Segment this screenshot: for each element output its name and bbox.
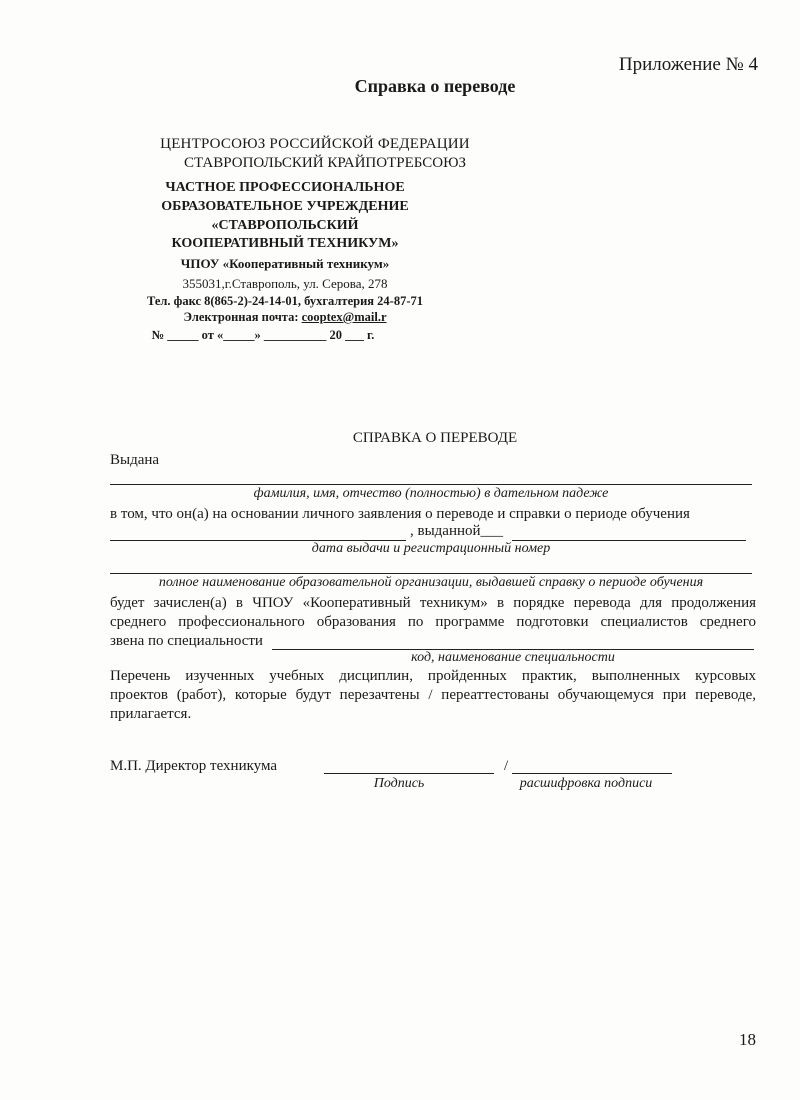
certificate-subtitle: СПРАВКА О ПЕРЕВОДЕ — [352, 430, 518, 446]
enroll-line-2: среднего профессионального образования по программе подготовки специалистов среднего — [110, 614, 756, 630]
appendix-label: Приложение № 4 — [618, 54, 758, 75]
issued-to-label: Выдана — [110, 452, 160, 468]
list-line-1: Перечень изученных учебных дисциплин, пройденных практик, выполненных курсовых — [110, 668, 756, 684]
header-org-line-5: «СТАВРОПОЛЬСКИЙ — [211, 218, 359, 233]
signature-blank-line — [324, 773, 494, 774]
org-blank-line — [110, 573, 752, 574]
header-org-line-3: ЧАСТНОЕ ПРОФЕССИОНАЛЬНОЕ — [165, 180, 405, 195]
header-org-line-1: ЦЕНТРОСОЮЗ РОССИЙСКОЙ ФЕДЕРАЦИИ — [160, 136, 470, 152]
header-org-line-4: ОБРАЗОВАТЕЛЬНОЕ УЧРЕЖДЕНИЕ — [161, 199, 409, 214]
signature-caption: Подпись — [373, 776, 425, 791]
document-title: Справка о переводе — [354, 76, 516, 96]
header-number-line: № _____ от «_____» __________ 20 ___ г. — [151, 328, 375, 342]
issued-word: , выданной___ — [410, 523, 504, 539]
signature-slash: / — [504, 758, 509, 774]
director-label: М.П. Директор техникума — [110, 758, 278, 774]
header-email-line — [60, 310, 510, 325]
list-line-2: проектов (работ), которые будут перезачтены / переаттестованы обучающемуся при переводе, — [110, 687, 756, 703]
header-phone: Тел. факс 8(865-2)-24-14-01, бухгалтерия 24-87-71 — [147, 294, 423, 308]
fio-caption: фамилия, имя, отчество (полностью) в дательном падеже — [253, 486, 609, 501]
fio-blank-line — [110, 484, 752, 485]
header-email: cooptex@mail.r — [301, 310, 387, 324]
enroll-line-1: будет зачислен(а) в ЧПОУ «Кооперативный техникум» в порядке перевода для продолжения — [110, 595, 756, 611]
page-number: 18 — [739, 1030, 756, 1049]
header-email-label: Электронная почта: — [183, 310, 299, 324]
enroll-line-3: звена по специальности — [110, 633, 263, 649]
header-org-short-name: ЧПОУ «Кооперативный техникум» — [180, 256, 390, 271]
decode-caption: расшифровка подписи — [519, 776, 653, 791]
list-line-3: прилагается. — [110, 706, 192, 722]
header-org-line-2: СТАВРОПОЛЬСКИЙ КРАЙПОТРЕБСОЮЗ — [183, 155, 467, 171]
basis-line: в том, что он(а) на основании личного заявления о переводе и справки о периоде обучения — [110, 506, 690, 522]
org-caption: полное наименование образовательной организации, выдавшей справку о периоде обучения — [158, 575, 704, 590]
date-caption: дата выдачи и регистрационный номер — [311, 541, 551, 556]
specialty-caption: код, наименование специальности — [411, 650, 615, 665]
header-address: 355031,г.Ставрополь, ул. Серова, 278 — [182, 276, 388, 291]
header-org-line-6: КООПЕРАТИВНЫЙ ТЕХНИКУМ» — [171, 236, 399, 251]
decode-blank-line — [512, 773, 672, 774]
